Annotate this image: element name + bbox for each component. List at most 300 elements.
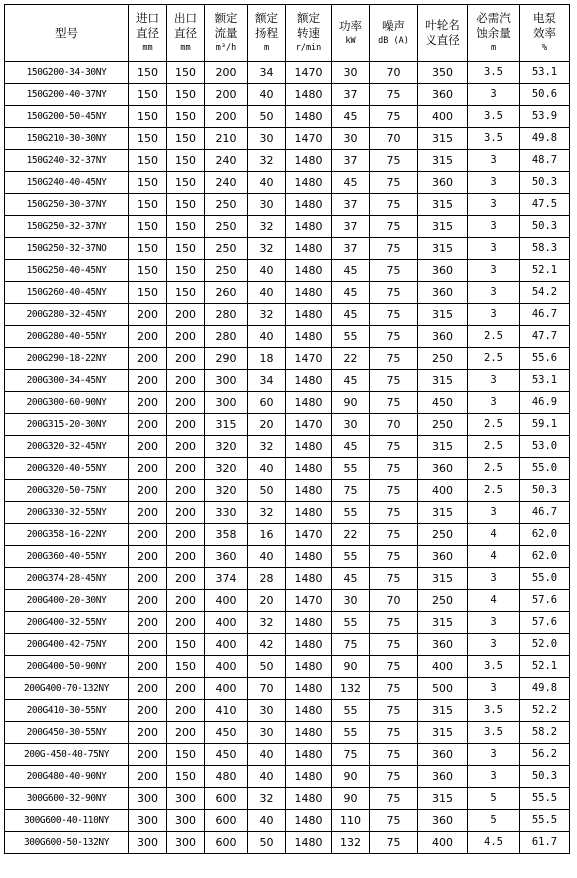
value-cell: 75 <box>370 832 418 854</box>
value-cell: 75 <box>370 568 418 590</box>
value-cell: 90 <box>332 788 370 810</box>
table-row <box>5 590 570 612</box>
value-cell: 70 <box>370 62 418 84</box>
value-cell: 1480 <box>286 150 332 172</box>
value-cell: 30 <box>248 700 286 722</box>
model-cell: 200G280-40-55NY <box>5 326 129 348</box>
table-row <box>5 568 570 590</box>
value-cell: 150 <box>167 150 205 172</box>
value-cell: 52.0 <box>520 634 570 656</box>
value-cell: 250 <box>205 260 248 282</box>
column-header-label: 转速 <box>297 26 320 40</box>
column-header <box>468 5 520 62</box>
column-header-label: 蚀余量 <box>476 26 511 40</box>
value-cell: 70 <box>370 590 418 612</box>
table-row <box>5 260 570 282</box>
value-cell: 150 <box>167 62 205 84</box>
model-cell: 150G240-40-45NY <box>5 172 129 194</box>
value-cell: 4 <box>468 590 520 612</box>
table-row <box>5 502 570 524</box>
value-cell: 1480 <box>286 678 332 700</box>
value-cell: 150 <box>167 84 205 106</box>
value-cell: 250 <box>205 216 248 238</box>
column-header <box>167 5 205 62</box>
value-cell: 1480 <box>286 634 332 656</box>
value-cell: 150 <box>167 656 205 678</box>
value-cell: 200 <box>167 612 205 634</box>
value-cell: 200 <box>129 502 167 524</box>
value-cell: 3 <box>468 634 520 656</box>
model-cell: 200G320-50-75NY <box>5 480 129 502</box>
value-cell: 75 <box>370 150 418 172</box>
value-cell: 300 <box>129 810 167 832</box>
table-row <box>5 832 570 854</box>
value-cell: 1480 <box>286 194 332 216</box>
value-cell: 330 <box>205 502 248 524</box>
value-cell: 280 <box>205 326 248 348</box>
value-cell: 3 <box>468 84 520 106</box>
value-cell: 315 <box>418 568 468 590</box>
value-cell: 18 <box>248 348 286 370</box>
value-cell: 1480 <box>286 700 332 722</box>
value-cell: 3 <box>468 150 520 172</box>
value-cell: 50.6 <box>520 84 570 106</box>
table-row <box>5 62 570 84</box>
value-cell: 200 <box>129 326 167 348</box>
value-cell: 75 <box>370 348 418 370</box>
value-cell: 75 <box>370 216 418 238</box>
value-cell: 1480 <box>286 106 332 128</box>
column-header-label: 额定 <box>297 11 320 25</box>
value-cell: 1480 <box>286 480 332 502</box>
value-cell: 3 <box>468 392 520 414</box>
value-cell: 45 <box>332 370 370 392</box>
value-cell: 315 <box>418 700 468 722</box>
value-cell: 2.5 <box>468 480 520 502</box>
value-cell: 300 <box>129 788 167 810</box>
value-cell: 40 <box>248 260 286 282</box>
value-cell: 37 <box>332 84 370 106</box>
column-header-label: 流量 <box>214 26 238 40</box>
value-cell: 75 <box>370 546 418 568</box>
value-cell: 450 <box>418 392 468 414</box>
value-cell: 90 <box>332 392 370 414</box>
value-cell: 55.6 <box>520 348 570 370</box>
value-cell: 150 <box>129 84 167 106</box>
value-cell: 75 <box>370 766 418 788</box>
column-header-unit: mm <box>142 43 153 53</box>
value-cell: 75 <box>370 524 418 546</box>
column-header <box>248 5 286 62</box>
value-cell: 3 <box>468 568 520 590</box>
value-cell: 1470 <box>286 590 332 612</box>
value-cell: 45 <box>332 106 370 128</box>
table-row <box>5 700 570 722</box>
value-cell: 200 <box>167 590 205 612</box>
value-cell: 34 <box>248 370 286 392</box>
value-cell: 75 <box>370 260 418 282</box>
value-cell: 40 <box>248 810 286 832</box>
value-cell: 480 <box>205 766 248 788</box>
value-cell: 360 <box>418 766 468 788</box>
value-cell: 55 <box>332 326 370 348</box>
model-cell: 200G300-34-45NY <box>5 370 129 392</box>
value-cell: 1480 <box>286 392 332 414</box>
value-cell: 3 <box>468 172 520 194</box>
value-cell: 55 <box>332 458 370 480</box>
value-cell: 1480 <box>286 216 332 238</box>
value-cell: 75 <box>370 436 418 458</box>
value-cell: 360 <box>418 546 468 568</box>
value-cell: 150 <box>129 150 167 172</box>
value-cell: 48.7 <box>520 150 570 172</box>
table-row <box>5 634 570 656</box>
value-cell: 200 <box>129 612 167 634</box>
value-cell: 75 <box>332 634 370 656</box>
value-cell: 46.7 <box>520 304 570 326</box>
model-cell: 200G400-20-30NY <box>5 590 129 612</box>
table-row <box>5 304 570 326</box>
value-cell: 75 <box>370 502 418 524</box>
column-header-label: 必需汽 <box>476 11 511 25</box>
value-cell: 1480 <box>286 810 332 832</box>
value-cell: 200 <box>129 590 167 612</box>
value-cell: 3 <box>468 238 520 260</box>
model-cell: 200G315-20-30NY <box>5 414 129 436</box>
value-cell: 52.1 <box>520 656 570 678</box>
value-cell: 1480 <box>286 260 332 282</box>
value-cell: 1480 <box>286 744 332 766</box>
value-cell: 54.2 <box>520 282 570 304</box>
value-cell: 150 <box>167 216 205 238</box>
table-row <box>5 392 570 414</box>
value-cell: 1480 <box>286 766 332 788</box>
value-cell: 200 <box>205 84 248 106</box>
value-cell: 150 <box>129 128 167 150</box>
value-cell: 200 <box>167 502 205 524</box>
value-cell: 150 <box>129 260 167 282</box>
value-cell: 1470 <box>286 524 332 546</box>
value-cell: 40 <box>248 766 286 788</box>
value-cell: 150 <box>167 194 205 216</box>
value-cell: 70 <box>248 678 286 700</box>
value-cell: 315 <box>205 414 248 436</box>
value-cell: 360 <box>418 260 468 282</box>
value-cell: 50.3 <box>520 216 570 238</box>
model-cell: 150G250-32-37NY <box>5 216 129 238</box>
column-header-label: 直径 <box>174 26 197 40</box>
value-cell: 315 <box>418 502 468 524</box>
value-cell: 260 <box>205 282 248 304</box>
value-cell: 1480 <box>286 84 332 106</box>
value-cell: 200 <box>167 546 205 568</box>
value-cell: 1480 <box>286 568 332 590</box>
value-cell: 32 <box>248 502 286 524</box>
value-cell: 315 <box>418 436 468 458</box>
value-cell: 240 <box>205 172 248 194</box>
value-cell: 3 <box>468 194 520 216</box>
table-row <box>5 414 570 436</box>
value-cell: 200 <box>167 414 205 436</box>
value-cell: 75 <box>370 392 418 414</box>
value-cell: 75 <box>332 744 370 766</box>
value-cell: 315 <box>418 370 468 392</box>
value-cell: 1470 <box>286 128 332 150</box>
value-cell: 53.1 <box>520 62 570 84</box>
model-cell: 200G400-50-90NY <box>5 656 129 678</box>
value-cell: 32 <box>248 436 286 458</box>
value-cell: 3 <box>468 260 520 282</box>
value-cell: 400 <box>205 678 248 700</box>
value-cell: 2.5 <box>468 348 520 370</box>
value-cell: 75 <box>370 194 418 216</box>
value-cell: 2.5 <box>468 458 520 480</box>
value-cell: 200 <box>167 678 205 700</box>
value-cell: 300 <box>167 832 205 854</box>
table-row <box>5 480 570 502</box>
value-cell: 55 <box>332 722 370 744</box>
value-cell: 200 <box>167 370 205 392</box>
value-cell: 20 <box>248 414 286 436</box>
value-cell: 42 <box>248 634 286 656</box>
value-cell: 150 <box>167 260 205 282</box>
value-cell: 200 <box>129 722 167 744</box>
value-cell: 5 <box>468 810 520 832</box>
value-cell: 37 <box>332 150 370 172</box>
column-header-label: 义直径 <box>425 33 460 47</box>
value-cell: 61.7 <box>520 832 570 854</box>
table-row <box>5 722 570 744</box>
value-cell: 30 <box>332 128 370 150</box>
value-cell: 200 <box>129 458 167 480</box>
value-cell: 70 <box>370 128 418 150</box>
value-cell: 200 <box>167 524 205 546</box>
value-cell: 45 <box>332 304 370 326</box>
value-cell: 1480 <box>286 238 332 260</box>
table-row <box>5 172 570 194</box>
value-cell: 55.5 <box>520 810 570 832</box>
value-cell: 200 <box>129 304 167 326</box>
model-cell: 150G200-50-45NY <box>5 106 129 128</box>
model-cell: 200G410-30-55NY <box>5 700 129 722</box>
model-cell: 200G320-32-45NY <box>5 436 129 458</box>
value-cell: 30 <box>332 590 370 612</box>
value-cell: 3.5 <box>468 62 520 84</box>
value-cell: 3 <box>468 678 520 700</box>
value-cell: 1480 <box>286 502 332 524</box>
value-cell: 360 <box>418 458 468 480</box>
value-cell: 400 <box>418 832 468 854</box>
value-cell: 360 <box>418 84 468 106</box>
value-cell: 320 <box>205 458 248 480</box>
value-cell: 55.0 <box>520 568 570 590</box>
value-cell: 40 <box>248 172 286 194</box>
value-cell: 55 <box>332 612 370 634</box>
value-cell: 90 <box>332 766 370 788</box>
value-cell: 150 <box>129 216 167 238</box>
value-cell: 200 <box>167 568 205 590</box>
table-row <box>5 436 570 458</box>
value-cell: 49.8 <box>520 678 570 700</box>
value-cell: 75 <box>370 612 418 634</box>
value-cell: 3.5 <box>468 106 520 128</box>
value-cell: 40 <box>248 546 286 568</box>
value-cell: 200 <box>129 414 167 436</box>
value-cell: 70 <box>370 414 418 436</box>
value-cell: 30 <box>248 194 286 216</box>
value-cell: 132 <box>332 832 370 854</box>
table-row <box>5 150 570 172</box>
value-cell: 1480 <box>286 304 332 326</box>
value-cell: 200 <box>129 546 167 568</box>
model-cell: 150G250-30-37NY <box>5 194 129 216</box>
value-cell: 150 <box>129 172 167 194</box>
column-header-unit: % <box>541 43 548 53</box>
value-cell: 75 <box>370 238 418 260</box>
value-cell: 600 <box>205 788 248 810</box>
header-row <box>5 5 570 62</box>
table-row <box>5 282 570 304</box>
value-cell: 30 <box>248 128 286 150</box>
value-cell: 46.9 <box>520 392 570 414</box>
value-cell: 315 <box>418 150 468 172</box>
value-cell: 75 <box>370 480 418 502</box>
model-cell: 200G330-32-55NY <box>5 502 129 524</box>
value-cell: 30 <box>248 722 286 744</box>
model-cell: 300G600-32-90NY <box>5 788 129 810</box>
value-cell: 360 <box>418 744 468 766</box>
value-cell: 3 <box>468 612 520 634</box>
value-cell: 200 <box>205 62 248 84</box>
column-header-label: 叶轮名 <box>425 18 460 32</box>
value-cell: 55 <box>332 700 370 722</box>
column-header-unit: dB (A) <box>378 35 409 46</box>
column-header <box>332 5 370 62</box>
value-cell: 3 <box>468 370 520 392</box>
column-header <box>129 5 167 62</box>
value-cell: 200 <box>129 436 167 458</box>
value-cell: 110 <box>332 810 370 832</box>
value-cell: 56.2 <box>520 744 570 766</box>
value-cell: 2.5 <box>468 326 520 348</box>
value-cell: 55 <box>332 502 370 524</box>
model-cell: 200G290-18-22NY <box>5 348 129 370</box>
value-cell: 37 <box>332 238 370 260</box>
value-cell: 210 <box>205 128 248 150</box>
value-cell: 75 <box>370 744 418 766</box>
value-cell: 132 <box>332 678 370 700</box>
value-cell: 1480 <box>286 436 332 458</box>
value-cell: 3 <box>468 216 520 238</box>
column-header-label: 额定 <box>214 11 238 25</box>
value-cell: 360 <box>418 810 468 832</box>
value-cell: 1480 <box>286 370 332 392</box>
column-header-unit: m³/h <box>215 43 237 53</box>
value-cell: 58.3 <box>520 238 570 260</box>
model-cell: 150G200-40-37NY <box>5 84 129 106</box>
value-cell: 57.6 <box>520 590 570 612</box>
value-cell: 40 <box>248 326 286 348</box>
value-cell: 200 <box>129 634 167 656</box>
value-cell: 400 <box>205 590 248 612</box>
value-cell: 1480 <box>286 326 332 348</box>
value-cell: 45 <box>332 568 370 590</box>
value-cell: 46.7 <box>520 502 570 524</box>
value-cell: 150 <box>129 194 167 216</box>
value-cell: 1480 <box>286 832 332 854</box>
column-header-label: 型号 <box>55 25 78 40</box>
value-cell: 1470 <box>286 348 332 370</box>
value-cell: 47.7 <box>520 326 570 348</box>
value-cell: 200 <box>167 304 205 326</box>
column-header-label: 效率 <box>533 26 556 40</box>
value-cell: 200 <box>167 348 205 370</box>
value-cell: 5 <box>468 788 520 810</box>
value-cell: 150 <box>167 172 205 194</box>
model-cell: 200G300-60-90NY <box>5 392 129 414</box>
value-cell: 3 <box>468 502 520 524</box>
value-cell: 150 <box>167 282 205 304</box>
value-cell: 62.0 <box>520 524 570 546</box>
column-header-label: 扬程 <box>255 26 278 40</box>
value-cell: 250 <box>418 348 468 370</box>
value-cell: 200 <box>167 458 205 480</box>
value-cell: 52.1 <box>520 260 570 282</box>
value-cell: 400 <box>418 656 468 678</box>
value-cell: 90 <box>332 656 370 678</box>
value-cell: 315 <box>418 216 468 238</box>
value-cell: 75 <box>370 722 418 744</box>
value-cell: 75 <box>370 810 418 832</box>
value-cell: 200 <box>129 678 167 700</box>
model-cell: 200G480-40-90NY <box>5 766 129 788</box>
value-cell: 37 <box>332 194 370 216</box>
model-cell: 200G-450-40-75NY <box>5 744 129 766</box>
value-cell: 400 <box>205 634 248 656</box>
value-cell: 150 <box>167 766 205 788</box>
value-cell: 75 <box>370 106 418 128</box>
value-cell: 75 <box>370 656 418 678</box>
value-cell: 4 <box>468 524 520 546</box>
model-cell: 200G400-42-75NY <box>5 634 129 656</box>
value-cell: 200 <box>167 722 205 744</box>
value-cell: 350 <box>418 62 468 84</box>
column-header-label: 功率 <box>339 18 362 33</box>
value-cell: 150 <box>167 106 205 128</box>
value-cell: 53.9 <box>520 106 570 128</box>
value-cell: 75 <box>370 282 418 304</box>
table-row <box>5 348 570 370</box>
table-row <box>5 194 570 216</box>
value-cell: 57.6 <box>520 612 570 634</box>
value-cell: 47.5 <box>520 194 570 216</box>
value-cell: 250 <box>418 590 468 612</box>
value-cell: 200 <box>129 656 167 678</box>
table-row <box>5 744 570 766</box>
value-cell: 1480 <box>286 612 332 634</box>
value-cell: 75 <box>370 370 418 392</box>
table-row <box>5 612 570 634</box>
value-cell: 75 <box>370 634 418 656</box>
column-header-label: 噪声 <box>382 18 405 33</box>
value-cell: 53.1 <box>520 370 570 392</box>
column-header-unit: m <box>490 43 497 53</box>
value-cell: 150 <box>167 128 205 150</box>
value-cell: 2.5 <box>468 436 520 458</box>
value-cell: 32 <box>248 612 286 634</box>
value-cell: 75 <box>370 678 418 700</box>
value-cell: 50.3 <box>520 480 570 502</box>
